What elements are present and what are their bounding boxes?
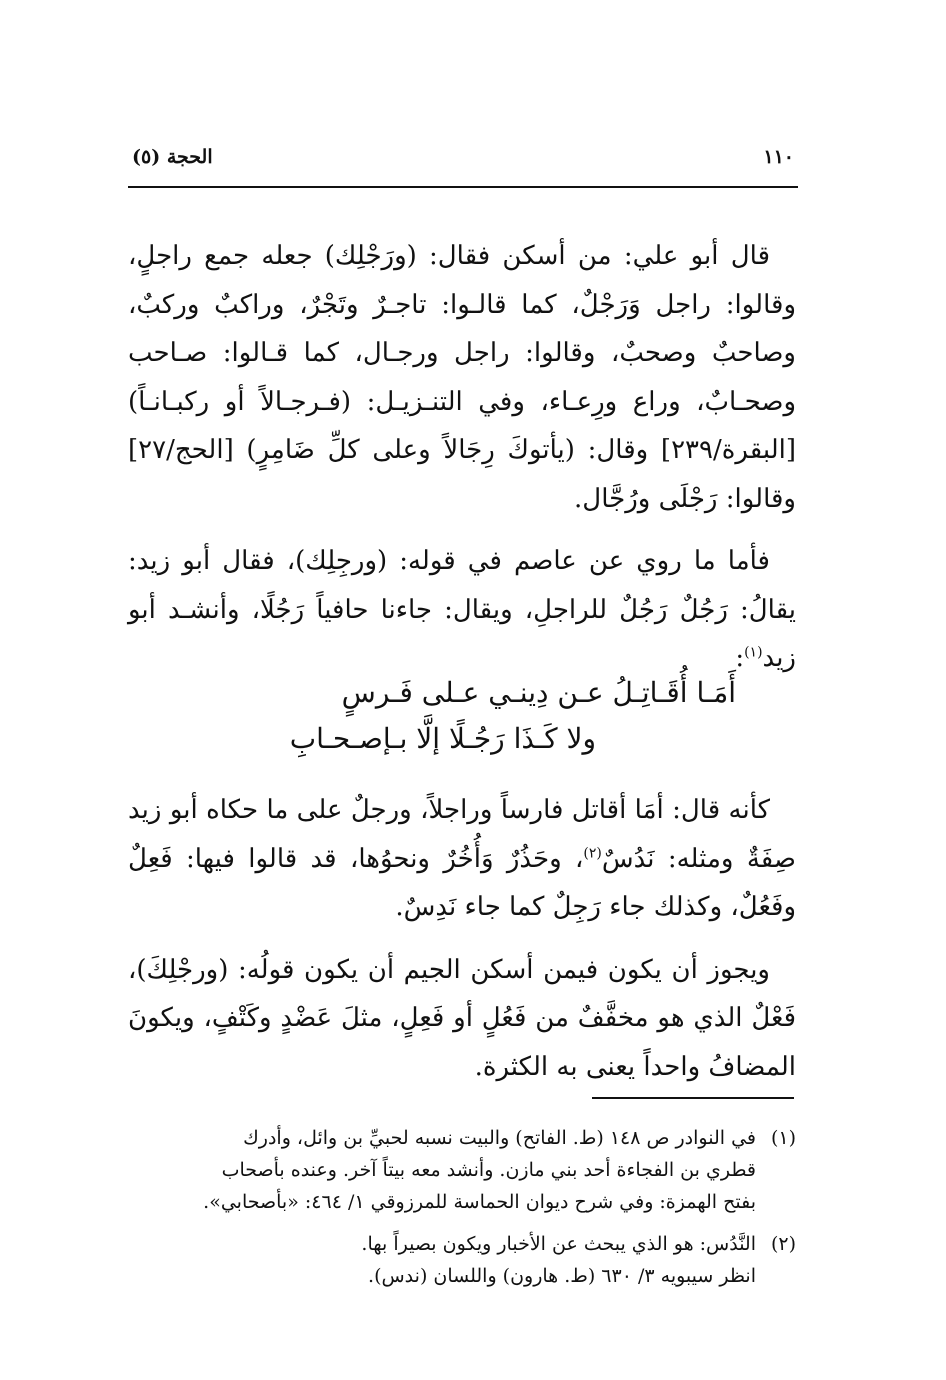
footnote-1 [128, 1122, 796, 1218]
footnote-1-line-1: في النوادر ص ١٤٨ (ط. الفاتح) والبيت نسبه لحبيِّ بن وائل، وأدرك [243, 1127, 756, 1149]
footnote-2 [128, 1228, 796, 1292]
paragraph-2 [128, 537, 796, 683]
footnote-2-number: (٢) [770, 1233, 796, 1255]
main-text-top [128, 232, 796, 697]
header-rule [128, 186, 798, 188]
book-title: الحجة (٥) [132, 146, 213, 168]
main-text-bottom [128, 786, 796, 1105]
footnotes [128, 1122, 796, 1302]
footnote-ref-1: (١) [744, 644, 763, 661]
paragraph-3 [128, 786, 796, 932]
footnote-1-line-3: بفتح الهمزة: وفي شرح ديوان الحماسة للمرزوقي ١/ ٤٦٤: «بأصحابي». [203, 1191, 756, 1213]
footnote-rule [592, 1097, 794, 1099]
footnote-1-line-2: قطري بن الفجاءة أحد بني مازن. وأنشد معه بيتاً آخر. وعنده بأصحاب [221, 1159, 756, 1181]
footnote-1-number: (١) [770, 1127, 796, 1149]
verse-line-1-text: أَمَـا أُقَـاتِـلُ عـن دِينـي عـلى فَـرسٍ [341, 676, 736, 709]
page-number: ١١٠ [763, 146, 794, 168]
running-head [132, 146, 794, 176]
verse-line-2-text: ولا كَـذَا رَجُـلًا إلَّا بـإصـحـابِ [289, 722, 596, 755]
footnote-2-line-2: انظر سيبويه ٣/ ٦٣٠ (ط. هارون) واللسان (ندس). [368, 1265, 756, 1287]
paragraph-3-part-1: كأنه قال: أمَا أقاتل فارساً وراجلاً، ورجلٌ على ما حكاه أبو زيد صِفَةٌ ومثله: نَدُسٌ [128, 795, 796, 874]
paragraph-2-text: فأما ما روي عن عاصم في قوله: (ورجِلِك)، فقال أبو زيد: يقالُ: رَجُلٌ رَجُلٌ للراجلِ، ويقال: جاءنا حافياً رَجُلًا، وأنشـد أبو زيد [128, 546, 796, 673]
paragraph-1: قال أبو علي: من أسكن فقال: (ورَجْلِك) جعله جمع راجلٍ، وقالوا: راجل وَرَجْلٌ، كما قالـوا: تاجـرٌ وتَجْرٌ، وراكبٌ وركبٌ، وصاحبٌ وصحبٌ، وقالوا: راجل ورجـال، كما قـالوا: صـاحب وصحـابٌ، وراع ورِعـاء، وفي التنـزيـل: (فـرجـالاً أو ركبـانـاً) [البقرة/٢٣٩] وقال: (يأتوكَ رِجَالاً وعلى كلِّ ضَامِرٍ) [الحج/٢٧] وقالوا: رَجْلَى ورُجَّال. [128, 241, 796, 514]
paragraph-4: ويجوز أن يكون فيمن أسكن الجيم أن يكون قولُه: (ورجْلِكَ)، فَعْلٌ الذي هو مخفَّفٌ من فَعُلٍ أو فَعِلٍ، مثلَ عَضْدٍ وكَتْفٍ، ويكونَ المضافُ واحداً يعنى به الكثرة. [128, 954, 796, 1082]
footnote-ref-2: (٢) [583, 844, 602, 861]
verse-line-2 [128, 722, 796, 770]
footnote-2-line-1: النَّدُس: هو الذي يبحث عن الأخبار ويكون بصيراً بها. [361, 1233, 756, 1255]
paragraph-2-colon: : [735, 643, 745, 673]
verse-line-1 [128, 676, 796, 724]
paragraph-3-part-2: ، وحَذُرٌ وَأُخُرٌ ونحوُها، قد قالوا فيها: فَعِلٌ وفَعُلٌ، وكذلك جاء رَجِلٌ كما جاء نَدِسٌ. [128, 843, 796, 922]
